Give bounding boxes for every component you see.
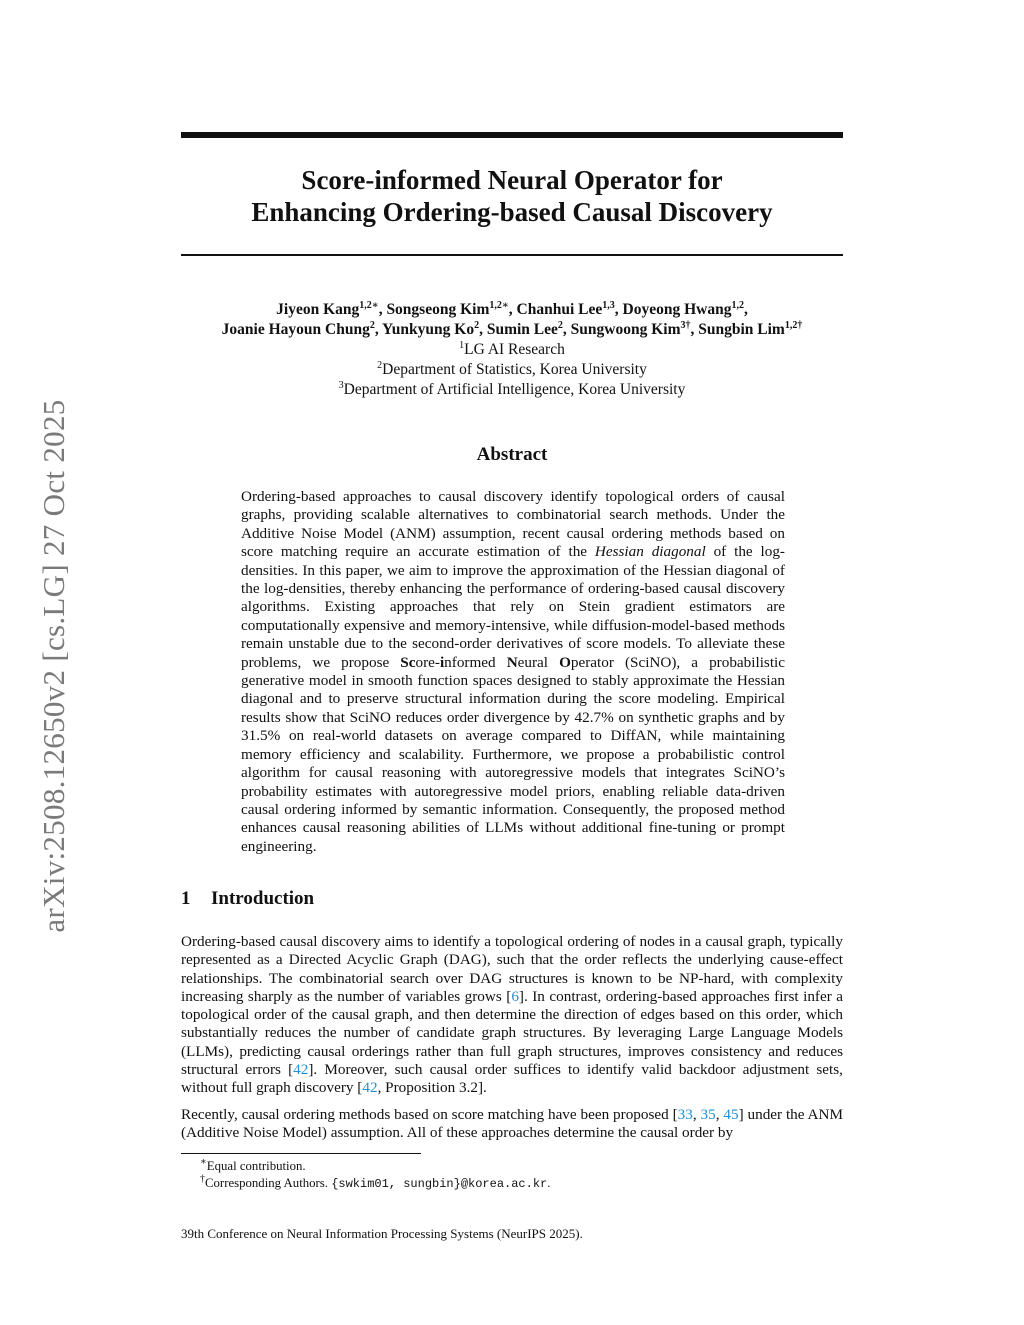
conference-venue: 39th Conference on Neural Information Processing Systems (NeurIPS 2025). <box>181 1226 583 1241</box>
title-line-1: Score-informed Neural Operator for <box>301 165 723 195</box>
footnote-corresponding-authors: †Corresponding Authors. {swkim01, sungbin}@korea.ac.kr. <box>200 1173 551 1191</box>
intro-paragraph-2: Recently, causal ordering methods based on score matching have been proposed [33, 35, 45] under the ANM (Additive Noise Model) assumption. All of these approaches determine the causal order by <box>181 1106 843 1142</box>
section-number: 1 <box>181 888 191 909</box>
author-line-1: Jiyeon Kang$^{1,2∗}$, Songseong Kim$^{1,2∗}$, Chanhui Lee$^{1,3}$, Doyeong Hwang$^{1,2}$, <box>276 299 748 318</box>
footnotes <box>200 1158 550 1193</box>
citation-link[interactable]: 6 <box>511 987 519 1005</box>
author-name: Sumin Lee <box>486 321 558 338</box>
arxiv-identifier-stamp: arXiv:2508.12650v2 [cs.LG] 27 Oct 2025 <box>36 399 71 933</box>
citation-link[interactable]: 42 <box>362 1079 378 1097</box>
author-name: Joanie Hayoun Chung <box>221 321 370 338</box>
citation-link[interactable]: 42 <box>293 1061 309 1079</box>
intro-paragraph-1: Ordering-based causal discovery aims to identify a topological ordering of nodes in a causal graph, typically represented as a Directed Acyclic Graph (DAG), such that the order reflects the underlying cause-effect relationships. The combinatorial search over DAG structures is known to be NP-hard, with complexity increasing sharply as the number of variables grows [6]. In contrast, ordering-based approaches first infer a topological order of the causal graph, and then determine the direction of edges based on this order, which substantially reduces the number of candidate graph structures. By leveraging Large Language Models (LLMs), predicting causal orderings rather than full graph structures, improves consistency and reduces structural errors [42]. Moreover, such causal order suffices to identify valid backdoor adjustment sets, without full graph discovery [42, Proposition 3.2]. <box>181 933 843 1097</box>
author-line-2: Joanie Hayoun Chung$^2$, Yunkyung Ko$^2$, Sumin Lee$^2$, Sungwoong Kim$^{3\dagger}$, Sungbin Lim$^{1,2\dagger}$ <box>221 319 803 338</box>
author-block <box>150 300 874 400</box>
title-top-rule <box>181 132 843 138</box>
paper-title <box>181 164 843 228</box>
affiliation: $^3$Department of Artificial Intelligence, Korea University <box>338 379 686 398</box>
citation-link[interactable]: 45 <box>723 1106 739 1123</box>
section-title: Introduction <box>211 888 315 909</box>
citation-link[interactable]: 33 <box>677 1106 693 1123</box>
affiliation: $^2$Department of Statistics, Korea University <box>377 359 647 378</box>
abstract-heading: Abstract <box>476 444 548 465</box>
abstract-body: Ordering-based approaches to causal discovery identify topological orders of causal graphs, providing scalable alternatives to combinatorial search methods. Under the Additive Noise Model (ANM) assumption, recent causal ordering methods based on score matching require an accurate estimation of the Hessian diagonal of the log-densities. In this paper, we aim to improve the approximation of the Hessian diagonal of the log-densities, thereby enhancing the performance of ordering-based causal discovery algorithms. Existing approaches that rely on Stein gradient estimators are computationally expensive and memory-intensive, while diffusion-model-based methods remain unstable due to the second-order derivatives of score models. To alleviate these problems, we propose Score-informed Neural Operator (SciNO), a probabilistic generative model in smooth function spaces designed to stably approximate the Hessian diagonal and to preserve structural information during the score modeling. Empirical results show that SciNO reduces order divergence by 42.7% on synthetic graphs and by 31.5% on real-world datasets on average compared to DiffAN, while maintaining memory efficiency and scalability. Furthermore, we propose a probabilistic control algorithm for causal reasoning with autoregressive models that integrates SciNO’s probability estimates with autoregressive model priors, enabling reliable data-driven causal ordering informed by semantic information. Consequently, the proposed method enhances causal reasoning abilities of LLMs without additional fine-tuning or prompt engineering. <box>241 488 785 855</box>
title-line-2: Enhancing Ordering-based Causal Discovery <box>251 197 773 227</box>
author-name: Chanhui Lee <box>516 301 603 318</box>
section-heading-introduction <box>181 888 314 910</box>
author-name: Yunkyung Ko <box>382 321 475 338</box>
footnote-rule <box>181 1153 421 1154</box>
author-name: Sungbin Lim <box>698 321 785 338</box>
author-name: Sungwoong Kim <box>570 321 681 338</box>
affiliation: $^1$LG AI Research <box>459 339 565 358</box>
author-name: Songseong Kim <box>386 301 490 318</box>
author-name: Doyeong Hwang <box>622 301 732 318</box>
author-name: Jiyeon Kang <box>276 301 360 318</box>
author-email: {swkim01, sungbin}@korea.ac.kr <box>331 1177 548 1191</box>
footnote-equal-contribution: ∗Equal contribution. <box>200 1156 306 1173</box>
title-bottom-rule <box>181 254 843 256</box>
citation-link[interactable]: 35 <box>700 1106 716 1123</box>
